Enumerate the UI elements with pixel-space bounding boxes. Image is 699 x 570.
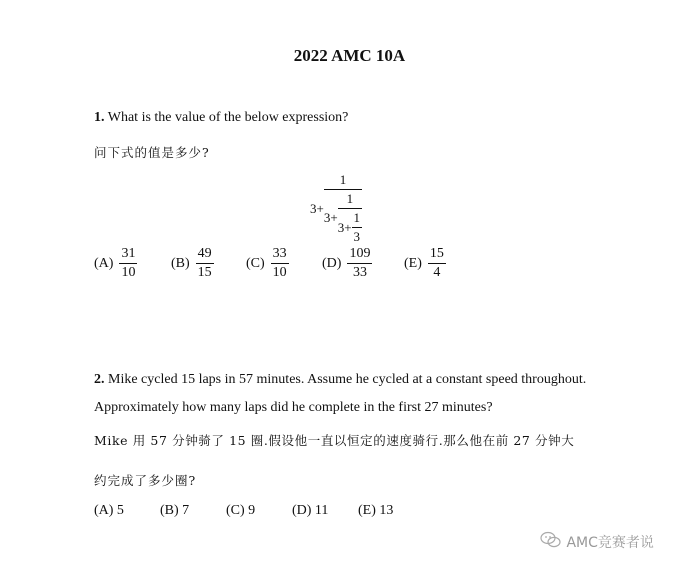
expr-frac-inner — [352, 210, 363, 245]
question-2-english-line-1: Mike cycled 15 laps in 57 minutes. Assume he cycled at a constant speed throughout. — [108, 372, 587, 387]
expr-term-b: 3+ — [323, 210, 338, 225]
q1-option-d[interactable] — [322, 246, 372, 281]
q1-option-d-num: 109 — [347, 246, 372, 264]
q1-option-d-fraction — [347, 246, 372, 281]
wechat-icon — [540, 531, 562, 553]
q1-option-d-label: (D) — [322, 255, 342, 271]
expr-numerator-2: 1 — [338, 191, 362, 209]
q1-option-a-den: 10 — [121, 265, 136, 280]
expr-denominator-1 — [324, 190, 362, 245]
question-1-chinese: 问下式的值是多少? — [94, 145, 210, 160]
expr-numerator-1: 1 — [324, 172, 362, 190]
q1-option-e-fraction — [428, 246, 446, 281]
q1-option-c[interactable] — [246, 246, 289, 281]
question-2-english-line-2: Approximately how many laps did he complete in the first 27 minutes? — [94, 400, 493, 415]
q1-option-a-num: 31 — [119, 246, 137, 264]
q2-option-a[interactable]: (A) 5 — [94, 503, 124, 518]
q1-option-e-den: 4 — [433, 265, 441, 280]
question-2-number: 2. — [94, 372, 105, 387]
question-1-text — [94, 110, 348, 126]
q1-option-a-label: (A) — [94, 255, 114, 271]
q1-option-e[interactable] — [404, 246, 446, 281]
q1-option-a[interactable] — [94, 246, 137, 281]
expr-term-c: 3+ — [337, 219, 352, 235]
q1-option-b[interactable] — [171, 246, 214, 281]
question-2-text — [94, 372, 586, 388]
q1-option-c-label: (C) — [246, 255, 265, 271]
expr-frac-middle — [338, 191, 362, 245]
q2-option-c[interactable]: (C) 9 — [226, 503, 256, 518]
page-title: 2022 AMC 10A — [293, 46, 406, 65]
q2-option-b[interactable]: (B) 7 — [160, 503, 190, 518]
q1-option-b-label: (B) — [171, 255, 190, 271]
q1-option-c-den: 10 — [272, 265, 287, 280]
q1-option-a-fraction — [119, 246, 137, 281]
q1-option-c-num: 33 — [271, 246, 289, 264]
q1-option-b-num: 49 — [196, 246, 214, 264]
expr-frac-outer — [324, 172, 362, 245]
q1-option-b-den: 15 — [197, 265, 212, 280]
q2-option-d[interactable]: (D) 11 — [292, 503, 329, 518]
question-2-chinese-line-1: Mike 用 57 分钟骑了 15 圈.假设他一直以恒定的速度骑行.那么他在前 27 分钟大 — [94, 433, 575, 448]
expr-term-a: 3+ — [310, 200, 324, 216]
watermark — [540, 531, 654, 553]
q1-option-c-fraction — [271, 246, 289, 281]
expr-denominator-2 — [338, 209, 362, 245]
q1-option-b-fraction — [196, 246, 214, 281]
q1-option-d-den: 33 — [352, 265, 367, 280]
question-2-chinese-line-2: 约完成了多少圈? — [94, 473, 197, 488]
q1-option-e-label: (E) — [404, 255, 422, 271]
watermark-text: AMC竞赛者说 — [566, 535, 654, 551]
continued-fraction — [310, 172, 362, 245]
question-1-english: What is the value of the below expression? — [107, 110, 349, 125]
question-1-number: 1. — [94, 110, 105, 125]
q2-option-e[interactable]: (E) 13 — [358, 503, 394, 518]
expr-denominator-3: 3 — [353, 229, 361, 244]
expr-numerator-3: 1 — [352, 210, 363, 228]
q1-option-e-num: 15 — [428, 246, 446, 264]
